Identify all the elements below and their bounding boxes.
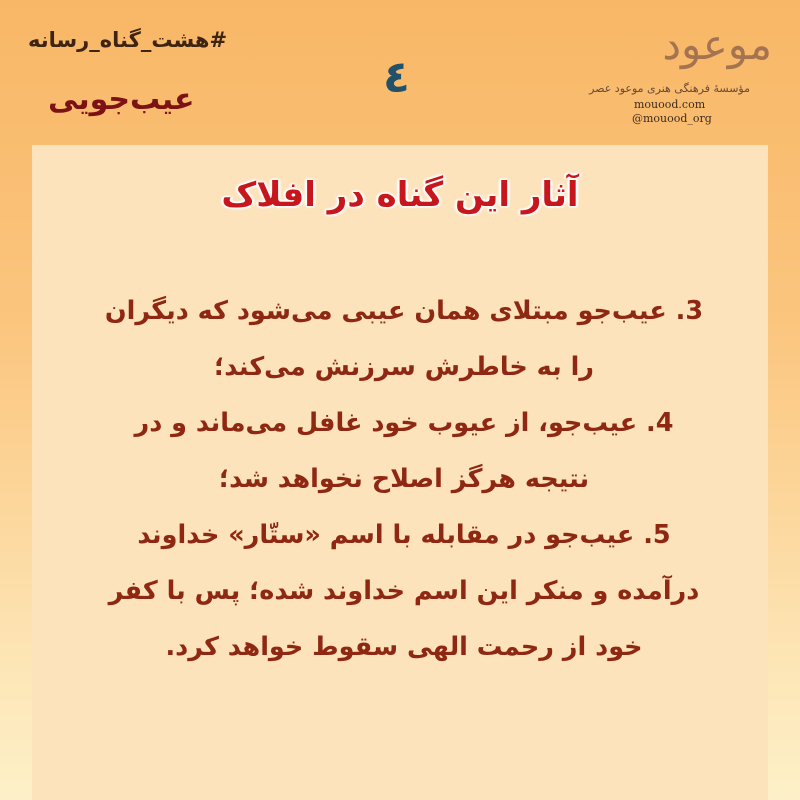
body-line: 5. عیب‌جو در مقابله با اسم «ستّار» خداوند <box>137 520 671 550</box>
body-line: خود از رحمت الهی سقوط خواهد کرد. <box>165 632 643 662</box>
logo-website: mouood.com <box>634 98 706 111</box>
body-line: درآمده و منکر این اسم خداوند شده؛ پس با کفر <box>108 576 700 606</box>
hashtag-label: #هشت_گناه_رسانه <box>28 28 228 52</box>
mouood-logo <box>522 18 780 128</box>
logo-handle: @mouood_org <box>632 112 712 125</box>
topic-title: عیب‌جویی <box>48 82 195 117</box>
logo-wordmark: موعود <box>662 20 772 69</box>
body-text <box>48 283 760 675</box>
content-card <box>32 145 768 800</box>
body-line: 4. عیب‌جو، از عیوب خود غافل می‌ماند و در <box>134 408 674 438</box>
body-line: نتیجه هرگز اصلاح نخواهد شد؛ <box>218 464 590 494</box>
logo-org-name: مؤسسهٔ فرهنگی هنری موعود عصر <box>589 82 750 95</box>
post-number: ٤ <box>383 52 410 103</box>
body-line: را به خاطرش سرزنش می‌کند؛ <box>214 352 594 382</box>
card-heading: آثار این گناه در افلاک <box>221 175 579 215</box>
body-line: 3. عیب‌جو مبتلای همان عیبی می‌شود که دیگران <box>104 296 704 326</box>
